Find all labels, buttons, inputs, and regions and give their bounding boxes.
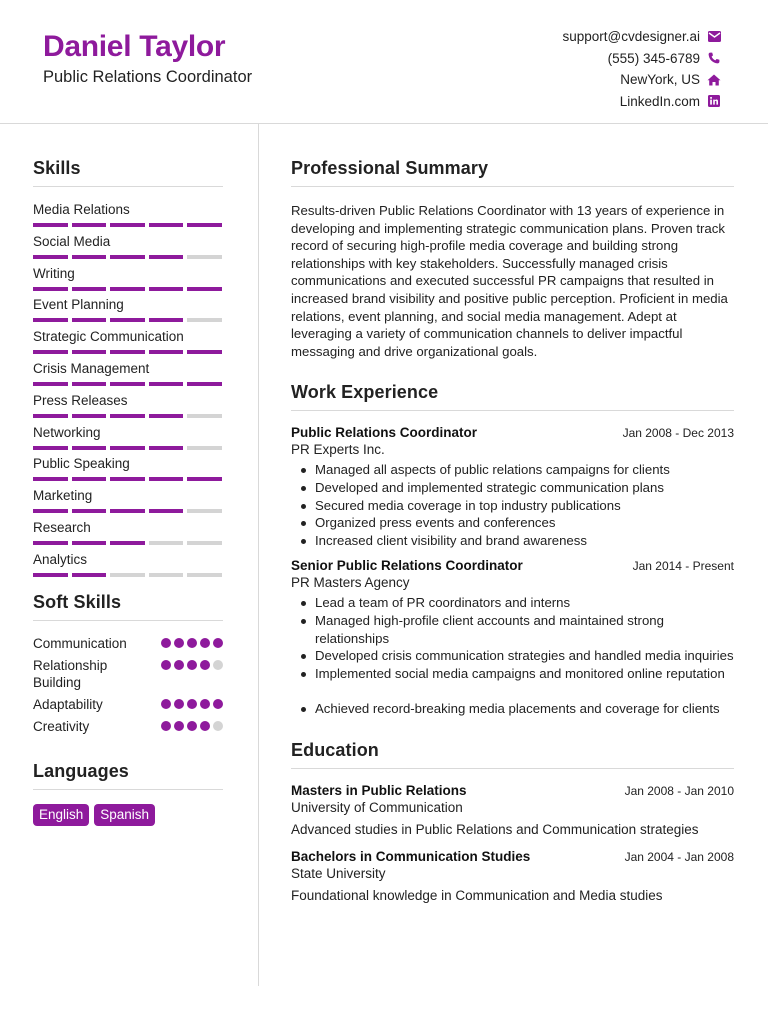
skill-level-segment: [33, 287, 68, 291]
skill-level-bars: [33, 509, 222, 513]
skill-level-segment: [33, 382, 68, 386]
list-item: Managed all aspects of public relations campaigns for clients: [291, 461, 734, 479]
soft-skill-level-dot: [187, 699, 197, 709]
education-entry: [291, 783, 734, 837]
skill-level-segment: [110, 573, 145, 577]
contact-linkedin[interactable]: [422, 91, 722, 113]
skill-item: [33, 202, 223, 234]
contact-email[interactable]: [422, 26, 722, 48]
skill-level-segment: [72, 477, 107, 481]
skill-level-bars: [33, 573, 222, 577]
skill-level-segment: [33, 223, 68, 227]
list-item: Implemented social media campaigns and monitored online reputation: [291, 665, 734, 683]
skill-name: Strategic Communication: [33, 329, 184, 345]
job-company: PR Experts Inc.: [291, 442, 385, 458]
soft-skill-level-dots: [161, 660, 223, 670]
skill-level-segment: [110, 382, 145, 386]
candidate-title: Public Relations Coordinator: [43, 68, 253, 86]
soft-skill-name: Creativity: [33, 718, 90, 734]
skill-level-segment: [33, 477, 68, 481]
job-title: Public Relations Coordinator: [291, 425, 478, 441]
skill-level-segment: [33, 318, 68, 322]
skill-level-segment: [72, 541, 107, 545]
skill-level-segment: [187, 287, 222, 291]
list-item: Lead a team of PR coordinators and interns: [291, 594, 734, 612]
skill-item: [33, 266, 223, 298]
phone-text[interactable]: (555) 345-6789: [607, 50, 700, 66]
soft-skill-level-dot: [200, 721, 210, 731]
education-heading: Education: [291, 740, 734, 769]
skill-level-segment: [149, 287, 184, 291]
skill-name: Research: [33, 519, 91, 535]
languages-heading: Languages: [33, 761, 223, 790]
skill-name: Networking: [33, 424, 101, 440]
skill-level-segment: [110, 509, 145, 513]
job-company: PR Masters Agency: [291, 575, 410, 591]
skill-level-segment: [72, 255, 107, 259]
list-item: Developed crisis communication strategies and handled media inquiries: [291, 647, 734, 665]
home-icon: [706, 74, 722, 86]
soft-skill-level-dot: [200, 660, 210, 670]
soft-skill-level-dot: [213, 699, 223, 709]
left-column: [33, 124, 223, 826]
skill-level-segment: [110, 318, 145, 322]
soft-skill-level-dot: [174, 699, 184, 709]
soft-skill-level-dot: [200, 638, 210, 648]
skill-level-segment: [72, 509, 107, 513]
skill-level-segment: [187, 477, 222, 481]
skill-level-segment: [149, 414, 184, 418]
skill-level-bars: [33, 350, 222, 354]
soft-skill-level-dot: [161, 699, 171, 709]
list-item: Secured media coverage in top industry publications: [291, 497, 734, 515]
soft-skill-level-dot: [187, 660, 197, 670]
soft-skill-level-dot: [174, 638, 184, 648]
skill-level-segment: [149, 223, 184, 227]
language-badge: Spanish: [94, 804, 155, 826]
skill-level-bars: [33, 255, 222, 259]
soft-skill-level-dot: [174, 660, 184, 670]
skill-level-segment: [110, 477, 145, 481]
contact-phone[interactable]: [422, 48, 722, 70]
skill-name: Analytics: [33, 551, 88, 567]
soft-skill-level-dot: [161, 638, 171, 648]
skill-level-segment: [72, 287, 107, 291]
skill-name: Crisis Management: [33, 360, 150, 376]
skill-level-segment: [187, 318, 222, 322]
skill-level-segment: [33, 446, 68, 450]
skill-item: [33, 234, 223, 266]
skill-level-segment: [110, 255, 145, 259]
skill-level-segment: [149, 350, 184, 354]
skill-item: [33, 552, 223, 584]
skill-name: Media Relations: [33, 202, 130, 217]
soft-skill-name: Relationship Building: [33, 657, 108, 690]
skill-level-bars: [33, 223, 222, 227]
summary-heading: Professional Summary: [291, 158, 734, 187]
soft-skill-level-dot: [161, 660, 171, 670]
skill-item: [33, 456, 223, 488]
soft-skill-name: Adaptability: [33, 696, 103, 712]
skill-item: [33, 393, 223, 425]
skill-level-segment: [149, 477, 184, 481]
skill-level-bars: [33, 382, 222, 386]
education-dates: Jan 2008 - Jan 2010: [624, 783, 734, 798]
skill-level-segment: [187, 446, 222, 450]
skill-level-segment: [149, 541, 184, 545]
list-item: Organized press events and conferences: [291, 514, 734, 532]
job-entry: [291, 425, 734, 549]
language-badge: English: [33, 804, 89, 826]
skill-level-segment: [149, 318, 184, 322]
skill-level-segment: [187, 541, 222, 545]
skill-name: Writing: [33, 265, 75, 281]
location-text: NewYork, US: [620, 72, 700, 88]
soft-skill-name: Communication: [33, 635, 127, 651]
skill-item: [33, 361, 223, 393]
skill-level-segment: [72, 414, 107, 418]
skill-level-segment: [187, 573, 222, 577]
skill-level-bars: [33, 477, 222, 481]
job-title: Senior Public Relations Coordinator: [291, 558, 523, 574]
soft-skill-level-dot: [200, 699, 210, 709]
skill-level-segment: [33, 255, 68, 259]
skill-name: Press Releases: [33, 392, 128, 408]
soft-skill-level-dot: [187, 638, 197, 648]
skill-level-segment: [187, 350, 222, 354]
skill-level-segment: [187, 223, 222, 227]
list-item: Achieved record-breaking media placements and coverage for clients: [291, 700, 734, 718]
education-dates: Jan 2004 - Jan 2008: [624, 849, 734, 864]
education-description: Foundational knowledge in Communication and Media studies: [291, 887, 663, 903]
skill-level-segment: [110, 287, 145, 291]
skill-level-segment: [72, 382, 107, 386]
linkedin-text[interactable]: LinkedIn.com: [619, 93, 700, 109]
school-name: University of Communication: [291, 799, 463, 815]
skill-item: [33, 425, 223, 457]
soft-skill-level-dot: [187, 721, 197, 731]
phone-icon: [706, 52, 722, 64]
skill-level-segment: [149, 446, 184, 450]
soft-skill-level-dot: [213, 721, 223, 731]
skill-level-segment: [33, 509, 68, 513]
column-divider: [258, 124, 259, 986]
skill-level-segment: [110, 350, 145, 354]
languages-list: [33, 804, 223, 826]
skill-level-segment: [110, 414, 145, 418]
skill-level-segment: [149, 382, 184, 386]
school-name: State University: [291, 865, 386, 881]
skill-level-segment: [72, 223, 107, 227]
candidate-name: Daniel Taylor: [43, 30, 226, 63]
skill-level-segment: [149, 255, 184, 259]
education-description: Advanced studies in Public Relations and Communication strategies: [291, 821, 699, 837]
envelope-icon: [706, 31, 722, 42]
summary-text: Results-driven Public Relations Coordinator with 13 years of experience in developing and implementing strategic communication plans. Proven track record of securing high-profile media coverage and building strong relationships with key stakeholders. Successfully managed crisis communications and executed successful PR campaigns that resulted in increased brand visibility and positive public perception. Proficient in media relations, event planning, and social media management. Adept at leveraging a variety of communication channels to deliver impactful messaging and drive organizational goals.: [291, 203, 728, 359]
soft-skill-item: [33, 657, 223, 691]
skill-item: [33, 329, 223, 361]
skill-level-segment: [149, 573, 184, 577]
soft-skill-level-dot: [161, 721, 171, 731]
skills-list: [33, 202, 223, 584]
soft-skill-item: [33, 718, 223, 735]
degree-title: Masters in Public Relations: [291, 782, 467, 798]
linkedin-icon: [706, 95, 722, 107]
soft-skill-level-dots: [161, 699, 223, 709]
skill-level-segment: [72, 318, 107, 322]
skill-name: Marketing: [33, 488, 93, 504]
soft-skill-level-dots: [161, 721, 223, 731]
skill-level-segment: [187, 509, 222, 513]
skill-level-segment: [33, 541, 68, 545]
job-bullets: [291, 594, 734, 718]
skill-level-bars: [33, 446, 222, 450]
education-entry: [291, 849, 734, 903]
skill-item: [33, 488, 223, 520]
soft-skills-list: [33, 635, 223, 735]
skill-level-bars: [33, 287, 222, 291]
list-item: Developed and implemented strategic communication plans: [291, 479, 734, 497]
soft-skill-item: [33, 635, 223, 652]
soft-skills-heading: Soft Skills: [33, 592, 223, 621]
soft-skill-level-dots: [161, 638, 223, 648]
right-column: [291, 124, 734, 903]
skill-level-segment: [72, 350, 107, 354]
skill-level-segment: [187, 255, 222, 259]
skills-heading: Skills: [33, 158, 223, 187]
skill-level-segment: [33, 573, 68, 577]
soft-skill-item: [33, 696, 223, 713]
skill-name: Social Media: [33, 233, 111, 249]
contact-info: [422, 26, 722, 112]
skill-level-bars: [33, 318, 222, 322]
soft-skill-level-dot: [213, 638, 223, 648]
skill-item: [33, 520, 223, 552]
job-dates: Jan 2008 - Dec 2013: [622, 426, 734, 441]
skill-name: Public Speaking: [33, 456, 130, 472]
list-item: Increased client visibility and brand awareness: [291, 532, 734, 550]
degree-title: Bachelors in Communication Studies: [291, 848, 531, 864]
resume-header: [0, 0, 768, 124]
skill-level-segment: [33, 350, 68, 354]
skill-level-segment: [72, 446, 107, 450]
list-item: Managed high-profile client accounts and maintained strong relationships: [291, 612, 734, 647]
skill-item: [33, 297, 223, 329]
experience-heading: Work Experience: [291, 382, 734, 411]
skill-level-bars: [33, 414, 222, 418]
skill-level-segment: [187, 382, 222, 386]
skill-level-segment: [149, 509, 184, 513]
skill-level-segment: [110, 446, 145, 450]
skill-level-segment: [110, 541, 145, 545]
skill-level-segment: [33, 414, 68, 418]
skill-level-segment: [187, 414, 222, 418]
soft-skill-level-dot: [174, 721, 184, 731]
contact-location: [422, 69, 722, 91]
skill-level-segment: [110, 223, 145, 227]
job-bullets: [291, 461, 734, 549]
soft-skill-level-dot: [213, 660, 223, 670]
skill-level-segment: [72, 573, 107, 577]
job-entry: [291, 558, 734, 718]
skill-name: Event Planning: [33, 297, 124, 313]
email-text[interactable]: support@cvdesigner.ai: [562, 29, 700, 45]
skill-level-bars: [33, 541, 222, 545]
job-dates: Jan 2014 - Present: [632, 559, 734, 574]
